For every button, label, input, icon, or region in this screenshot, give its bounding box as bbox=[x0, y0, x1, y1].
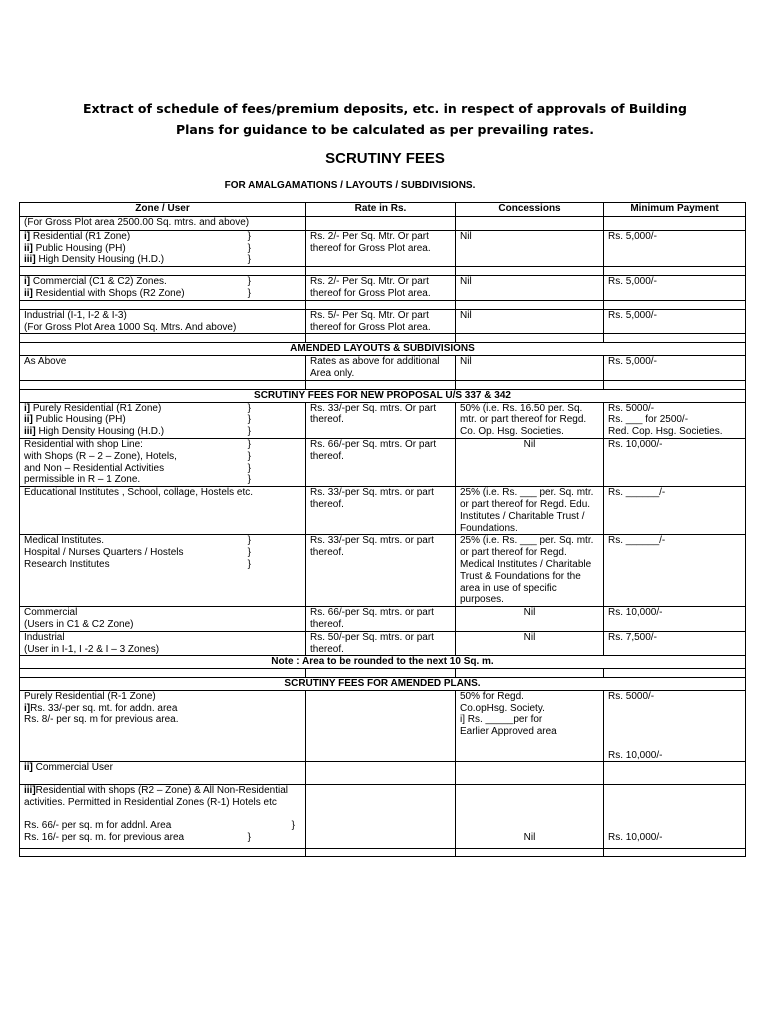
minimum-payment-cell: Rs. 5000/- Rs. 10,000/- bbox=[604, 690, 746, 762]
concession-cell: Nil bbox=[456, 276, 604, 301]
rate-cell bbox=[306, 690, 456, 762]
concession-cell: 50% for Regd. Co.opHsg. Society. i] Rs. _____per for Earlier Approved area bbox=[456, 690, 604, 762]
concession-cell: Nil bbox=[456, 785, 604, 848]
table-row bbox=[20, 487, 746, 535]
spacer-row bbox=[20, 300, 746, 309]
rate-cell: Rates as above for additional Area only. bbox=[306, 356, 456, 381]
rate-cell: Rs. 2/- Per Sq. Mtr. Or part thereof for Gross Plot area. bbox=[306, 230, 456, 266]
table-row bbox=[20, 356, 746, 381]
concession-cell: 25% (i.e. Rs. ___ per. Sq. mtr. or part thereof for Regd. Medical Institutes / Charitable Trust & Foundations for the area in use of specific purposes. bbox=[456, 535, 604, 607]
column-header-rate: Rate in Rs. bbox=[306, 203, 456, 217]
section-heading-row bbox=[20, 389, 746, 402]
zone-cell: Medical Institutes. } Hospital / Nurses Quarters / Hostels } Research Institutes } bbox=[20, 535, 306, 607]
spacer-row bbox=[20, 267, 746, 276]
concession-cell: Nil bbox=[456, 356, 604, 381]
table-row bbox=[20, 276, 746, 301]
minimum-payment-cell: Rs. 5,000/- bbox=[604, 356, 746, 381]
table-row bbox=[20, 230, 746, 266]
zone-cell: Educational Institutes , School, collage, Hostels etc. bbox=[20, 487, 306, 535]
document-heading-line-2: Plans for guidance to be calculated as per prevailing rates. bbox=[175, 122, 594, 137]
zone-cell: (For Gross Plot area 2500.00 Sq. mtrs. and above) bbox=[20, 217, 306, 231]
rate-cell: Rs. 33/-per Sq. mtrs. or part thereof. bbox=[306, 535, 456, 607]
concession-cell: 25% (i.e. Rs. ___ per. Sq. mtr. or part thereof for Regd. Edu. Institutes / Charitable Trust / Foundations. bbox=[456, 487, 604, 535]
rate-cell: Rs. 66/-per Sq. mtrs. or part thereof. bbox=[306, 607, 456, 632]
minimum-payment-cell: Rs. 10,000/- bbox=[604, 607, 746, 632]
spacer-row bbox=[20, 848, 746, 856]
concession-cell: Nil bbox=[456, 309, 604, 334]
zone-cell: ii] Commercial User bbox=[20, 762, 306, 785]
table-row bbox=[20, 607, 746, 632]
document-heading-line-1: Extract of schedule of fees/premium deposits, etc. in respect of approvals of Building bbox=[83, 101, 687, 116]
column-header-concessions: Concessions bbox=[456, 203, 604, 217]
table-row bbox=[20, 402, 746, 438]
rate-cell: Rs. 33/-per Sq. mtrs. or part thereof. bbox=[306, 487, 456, 535]
minimum-payment-cell: Rs. 10,000/- bbox=[604, 438, 746, 486]
minimum-payment-cell: Rs. ______/- bbox=[604, 487, 746, 535]
concession-cell: Nil bbox=[456, 438, 604, 486]
spacer-row bbox=[20, 380, 746, 389]
minimum-payment-cell: Rs. 10,000/- bbox=[604, 785, 746, 848]
section-heading-row bbox=[20, 678, 746, 691]
rate-cell: Rs. 2/- Per Sq. Mtr. Or part thereof for Gross Plot area. bbox=[306, 276, 456, 301]
rate-cell: Rs. 5/- Per Sq. Mtr. Or part thereof for Gross Plot area. bbox=[306, 309, 456, 334]
column-header-zone: Zone / User bbox=[20, 203, 306, 217]
section-heading-amended-layouts: AMENDED LAYOUTS & SUBDIVISIONS bbox=[20, 343, 746, 356]
spacer-row bbox=[20, 334, 746, 343]
table-row bbox=[20, 535, 746, 607]
table-row bbox=[20, 217, 746, 231]
minimum-payment-cell: Rs. 5,000/- bbox=[604, 309, 746, 334]
zone-cell: Residential with shop Line: } with Shops (R – 2 – Zone), Hotels, } and Non – Residential Activities } permissible in R – 1 Zone. } bbox=[20, 438, 306, 486]
rate-cell: Rs. 33/-per Sq. mtrs. Or part thereof. bbox=[306, 402, 456, 438]
rounding-note: Note : Area to be rounded to the next 10 Sq. m. bbox=[20, 656, 746, 669]
concession-cell: 50% (i.e. Rs. 16.50 per. Sq. mtr. or part thereof for Regd. Co. Op. Hsg. Societies. bbox=[456, 402, 604, 438]
minimum-payment-cell: Rs. 5,000/- bbox=[604, 230, 746, 266]
rate-cell bbox=[306, 785, 456, 848]
minimum-payment-cell: Rs. 5000/- Rs. ___ for 2500/- Red. Cop. Hsg. Societies. bbox=[604, 402, 746, 438]
section-heading-new-proposal: SCRUTINY FEES FOR NEW PROPOSAL U/S 337 & 342 bbox=[20, 389, 746, 402]
table-row bbox=[20, 690, 746, 762]
table-row bbox=[20, 309, 746, 334]
table-header-row bbox=[20, 203, 746, 217]
minimum-payment-cell: Rs. 7,500/- bbox=[604, 631, 746, 656]
zone-cell: Industrial (I-1, I-2 & I-3) (For Gross Plot Area 1000 Sq. Mtrs. And above) bbox=[20, 309, 306, 334]
section-heading-amended-plans: SCRUTINY FEES FOR AMENDED PLANS. bbox=[20, 678, 746, 691]
zone-cell: i] Purely Residential (R1 Zone) } ii] Public Housing (PH) } iii] High Density Housing (H.D.) } bbox=[20, 402, 306, 438]
table-row bbox=[20, 438, 746, 486]
rate-cell: Rs. 66/-per Sq. mtrs. Or part thereof. bbox=[306, 438, 456, 486]
zone-cell: Commercial (Users in C1 & C2 Zone) bbox=[20, 607, 306, 632]
minimum-payment-cell: Rs. ______/- bbox=[604, 535, 746, 607]
zone-cell: iii]Residential with shops (R2 – Zone) & All Non-Residential activities. Permitted in Residential Zones (R-1) Hotels etc Rs. 66/- per sq. m for addnl. Area } Rs. 16/- per sq. m. for previous area } bbox=[20, 785, 306, 848]
spacer-row bbox=[20, 669, 746, 678]
concession-cell: Nil bbox=[456, 230, 604, 266]
table-row bbox=[20, 785, 746, 848]
zone-cell: As Above bbox=[20, 356, 306, 381]
section-heading-row bbox=[20, 343, 746, 356]
concession-cell: Nil bbox=[456, 631, 604, 656]
table-row bbox=[20, 631, 746, 656]
note-row bbox=[20, 656, 746, 669]
fees-table bbox=[19, 202, 746, 857]
table-row bbox=[20, 762, 746, 785]
zone-cell: i] Commercial (C1 & C2) Zones. } ii] Residential with Shops (R2 Zone) } bbox=[20, 276, 306, 301]
zone-cell: Purely Residential (R-1 Zone) i]Rs. 33/-per sq. mt. for addn. area Rs. 8/- per sq. m for previous area. bbox=[20, 690, 306, 762]
column-header-minimum-payment: Minimum Payment bbox=[604, 203, 746, 217]
concession-cell: Nil bbox=[456, 607, 604, 632]
zone-cell: Industrial (User in I-1, I -2 & I – 3 Zones) bbox=[20, 631, 306, 656]
rate-cell: Rs. 50/-per Sq. mtrs. or part thereof. bbox=[306, 631, 456, 656]
page-title: SCRUTINY FEES bbox=[325, 150, 445, 167]
page-subtitle: FOR AMALGAMATIONS / LAYOUTS / SUBDIVISIONS. bbox=[224, 180, 476, 191]
zone-cell: i] Residential (R1 Zone) } ii] Public Housing (PH) } iii] High Density Housing (H.D.) } bbox=[20, 230, 306, 266]
minimum-payment-cell: Rs. 5,000/- bbox=[604, 276, 746, 301]
